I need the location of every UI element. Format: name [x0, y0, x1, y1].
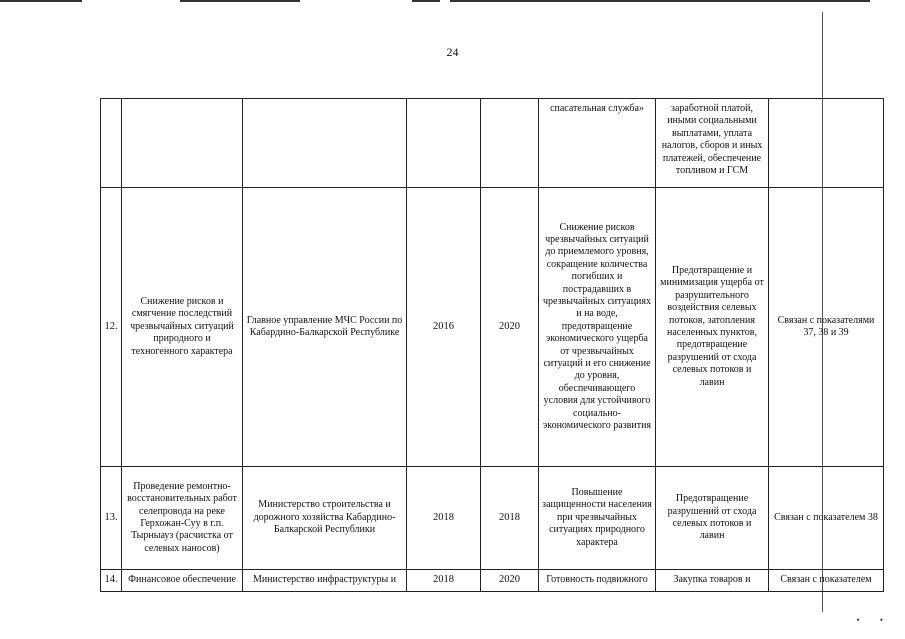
end-year: 2018: [481, 467, 539, 570]
scan-edge-line: [180, 0, 300, 2]
start-year: [407, 99, 481, 188]
indicator-relation: Связан с показателем 38: [769, 467, 884, 570]
measure-name: [122, 99, 243, 188]
scan-edge-line: [412, 0, 440, 2]
program-measures-table: [100, 98, 884, 592]
row-number: 12.: [101, 188, 122, 467]
scan-specks: • •: [856, 615, 883, 625]
main-activities: Предотвращение разрушений от схода селевых потоков и лавин: [656, 467, 769, 570]
table-row: [101, 188, 884, 467]
end-year: 2020: [481, 570, 539, 592]
executor: [243, 99, 407, 188]
table-row: [101, 99, 884, 188]
expected-result: Повышение защищенности населения при чрезвычайных ситуациях природного характера: [539, 467, 656, 570]
page-number: 24: [446, 45, 459, 59]
row-number: 13.: [101, 467, 122, 570]
end-year: 2020: [481, 188, 539, 467]
expected-result: Готовность подвижного: [539, 570, 656, 592]
start-year: 2018: [407, 467, 481, 570]
indicator-relation: [769, 99, 884, 188]
row-number: 14.: [101, 570, 122, 592]
table-row: [101, 570, 884, 592]
expected-result: спасательная служба»: [539, 99, 656, 188]
executor: Министерство строительства и дорожного хозяйства Кабардино-Балкарской Республики: [243, 467, 407, 570]
measure-name: Снижение рисков и смягчение последствий чрезвычайных ситуаций природного и техногенного характера: [122, 188, 243, 467]
indicator-relation: Связан с показателем: [769, 570, 884, 592]
start-year: 2016: [407, 188, 481, 467]
end-year: [481, 99, 539, 188]
indicator-relation: Связан с показателями 37, 38 и 39: [769, 188, 884, 467]
start-year: 2018: [407, 570, 481, 592]
executor: Министерство инфраструктуры и: [243, 570, 407, 592]
main-activities: заработной платой, иными социальными выплатами, уплата налогов, сборов и иных платежей, обеспечение топливом и ГСМ: [656, 99, 769, 188]
table-row: [101, 467, 884, 570]
executor: Главное управление МЧС России по Кабардино-Балкарской Республике: [243, 188, 407, 467]
measure-name: Проведение ремонтно-восстановительных работ селепровода на реке Герхожан-Суу в г.п. Тырныауз (расчистка от селевых наносов): [122, 467, 243, 570]
scan-edge-line: [450, 0, 870, 2]
main-activities: Предотвращение и минимизация ущерба от разрушительного воздействия селевых потоков, затопления населенных пунктов, предотвращение разрушений от схода селевых потоков и лавин: [656, 188, 769, 467]
scan-edge-line: [0, 0, 82, 2]
row-number: [101, 99, 122, 188]
main-activities: Закупка товаров и: [656, 570, 769, 592]
measure-name: Финансовое обеспечение: [122, 570, 243, 592]
expected-result: Снижение рисков чрезвычайных ситуаций до приемлемого уровня, сокращение количества погибших и пострадавших в чрезвычайных ситуациях и на воде, предотвращение экономического ущерба от чрезвычайных ситуаций и его снижение до уровня, обеспечивающего условия для устойчивого социально-экономического развития: [539, 188, 656, 467]
